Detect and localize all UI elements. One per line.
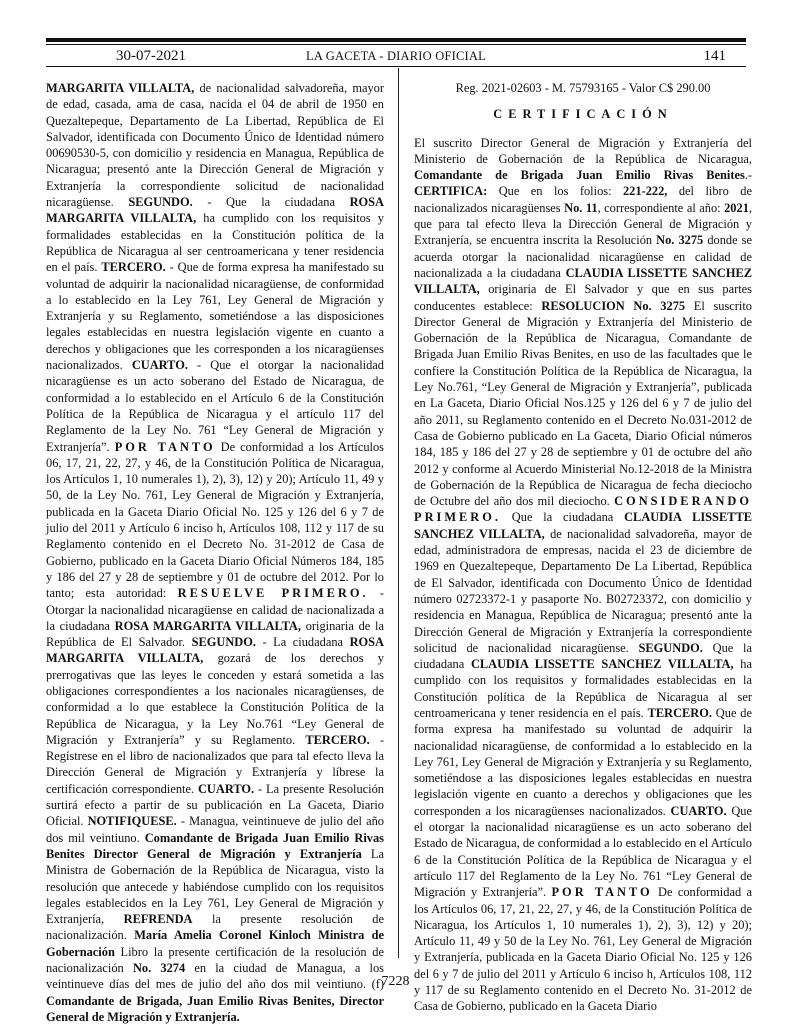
page-footer-number: 7228	[381, 974, 410, 989]
page-header	[46, 47, 746, 65]
right_column.body-run: Que en los folios:	[487, 184, 623, 199]
left_column-run: RESUELVE PRIMERO.	[177, 586, 369, 601]
header-publication: LA GACETA - DIARIO OFICIAL	[306, 49, 486, 63]
right_column.body-run: ha cumplido con los requisitos y formalidades establecidas en la Constitución política de la República de Nicaragua al ser centroamericana y tener residencia en el país.	[414, 657, 752, 720]
right_column.body-run: Que de forma expresa ha manifestado su voluntad de adquirir la nacionalidad nicaragüense, de conformidad a lo establecido en la Ley 761, Ley General de Migración y Extranjería y su Reglamento, sometiéndose a las disposiciones legales establecidas en nuestra legislación vigente en cuanto a derechos y obligaciones que les corresponden a los nicaragüenses nacionalizados.	[414, 705, 752, 818]
left_column-run: POR TANTO	[114, 439, 216, 454]
header-date: 30-07-2021	[116, 48, 186, 64]
left_column-run: SEGUNDO.	[128, 195, 193, 210]
top-rule-thin	[46, 44, 746, 45]
right_column.body-run: TERCERO.	[647, 705, 712, 720]
right_column.body-run: , correspondiente al año:	[597, 200, 725, 215]
left_column-run: - Managua, veintinueve de julio del año dos mil veintiuno.	[46, 814, 384, 845]
left_column-run: No. 3274	[132, 961, 186, 976]
right_column.body-run: del libro de nacionalizados nicaragüenses	[414, 184, 752, 215]
certification-title: CERTIFICACIÓN	[493, 107, 673, 122]
right_column.body-run: Comandante de Brigada Juan Emilio Rivas Benites	[414, 168, 745, 183]
right_column.body-run: POR TANTO	[551, 885, 653, 900]
left_column-run: CUARTO.	[197, 781, 255, 796]
left_column-run: - Regístrese en el libro de nacionalizados que para tal efecto lleva la Dirección General de Migración y Extranjería y líbrese la certificación correspondiente.	[46, 732, 384, 796]
left_column-run: TERCERO.	[101, 260, 166, 275]
header-bottom-rule	[46, 66, 746, 67]
right_column.body-run: Que el otorgar la nacionalidad nicaragüense es un acto soberano del Estado de Nicaragua, de conformidad a lo establecido en el Artículo 6 de la Constitución Política de la República de Nicaragua y el artículo 117 del Reglamento de la Ley No. 761 “Ley General de Migración y Extranjería”.	[414, 803, 752, 900]
left_column-run: Comandante de Brigada, Juan Emilio Rivas Benites, Director General de Migración y Extranjería.	[46, 993, 384, 1024]
right_column.body-run: CLAUDIA LISSETTE SANCHEZ VILLALTA,	[414, 510, 753, 541]
right_column.body-run: RESOLUCION No. 3275	[541, 298, 686, 313]
right-column-text	[414, 135, 752, 1015]
right_column.body-run: CERTIFICA:	[414, 184, 488, 199]
top-rule-thick	[46, 38, 746, 42]
right_column.body-run: No. 11	[564, 200, 598, 215]
left_column-run: ha cumplido con los requisitos y formalidades establecidas en la Constitución política de la República de Nicaragua al ser centroamericana y tener residencia en el país.	[46, 211, 384, 275]
left_column-run: la presente resolución de nacionalización.	[46, 912, 385, 943]
right_column.body-run: No. 3275	[656, 233, 704, 248]
left_column-run: De conformidad a los Artículos 06, 17, 21, 22, 27, y 46, de la Constitución Política de Nicaragua, los Artículos 1, 10 numerales 1), 2), 3), 12) y 20); Artículo 11, 49 y 50, de la Ley No. 761, Ley General de Migración y Extranjería, publicada en la Gaceta Diario Oficial No. 125 y 126 del 6 y 7 de julio del 2011 y Artículo 6 inciso h, Artículos 108, 112 y 117 de su Reglamento contenido en el Decreto No. 31-2012 de Casa de Gobierno, publicado en la Gaceta Diario Oficial Números 184, 185 y 186 del 27 y 28 de septiembre y 01 de octubre del 2012. Por lo tanto; esta autoridad:	[46, 439, 384, 601]
left_column-run: SEGUNDO.	[191, 635, 256, 650]
right_column.body-run: de nacionalidad salvadoreña, mayor de edad, administradora de empresas, nacida el 23 de diciembre de 1969 en Quezaltepeque, Departamento De La Libertad, República de El Salvador, identificada con Documento Único de Identidad número 02723372-1 y pasaporte No. B02723372, con domicilio y residencia en Managua, República de Nicaragua; presentó ante la Dirección General de Migración y Extranjería la correspondiente solicitud de nacionalidad nicaragüense.	[414, 526, 752, 655]
right_column.body-run: .-	[744, 168, 752, 183]
left_column-run: - Que la ciudadana	[192, 195, 350, 210]
left_column-run: REFRENDA	[123, 912, 193, 927]
right_column.body-run: 2021	[724, 200, 749, 215]
right_column.body-run: CONSIDERANDO PRIMERO.	[414, 494, 752, 525]
right_column.body-run: Que la ciudadana	[500, 510, 625, 525]
left_column-run: CUARTO.	[131, 358, 188, 373]
left_column-run: ROSA MARGARITA VILLALTA,	[46, 635, 385, 666]
right_column.body-run: SEGUNDO.	[638, 640, 703, 655]
right_column.body-run: donde se acuerda otorgar la nacionalidad nicaragüense en calidad de nacionalizada a la ciudadana	[414, 233, 752, 280]
left_column-run: Libro la presente certificación de la resolución de nacionalización	[46, 944, 384, 976]
right_column.body-run: , que para tal efecto lleva la Dirección General de Migración y Extranjería, se encuentra inscrita la Resolución	[414, 200, 752, 248]
left_column-run: ROSA MARGARITA VILLALTA,	[114, 618, 301, 633]
left_column-run: de nacionalidad salvadoreña, mayor de edad, casada, ama de casa, nacida el 04 de abril de 1950 en Quezaltepeque, Departamento de La Libertad, República de El Salvador, identificada con Documento Único de Identidad número 00690530-5, con domicilio y residencia en Managua, República de Nicaragua; presentó ante la Dirección General de Migración y Extranjería la correspondiente solicitud de nacionalidad nicaragüense.	[46, 81, 384, 210]
left_column-run: María Amelia Coronel Kinloch Ministra de Gobernación	[46, 928, 384, 959]
left_column-run: La Ministra de Gobernación de la República de Nicaragua, visto la resolución que antecede y habiéndose cumplido con los requisitos legales establecidos en la Ley 761, Ley General de Migración y Extranjería,	[46, 846, 384, 927]
registration-line: Reg. 2021-02603 - M. 75793165 - Valor C$ 290.00	[455, 81, 711, 95]
left_column-run: MARGARITA VILLALTA,	[46, 81, 195, 95]
left-column-text	[46, 80, 384, 1025]
left_column-run: TERCERO.	[305, 732, 370, 747]
right_column.body-run: CLAUDIA LISSETTE SANCHEZ VILLALTA,	[414, 265, 752, 297]
right_column.body-run: Que la ciudadana	[414, 640, 752, 672]
left_column-run: - Otorgar la nacionalidad nicaragüense en calidad de nacionalizada a la ciudadana	[46, 586, 384, 633]
left_column-run: - La ciudadana	[255, 635, 350, 650]
right_column.body-run: De conformidad a los Artículos 06, 17, 21, 22, 27, y 46, de la Constitución Política de Nicaragua, los Artículos 1, 10 numerales 1), 2), 3), 12) y 20); Artículo 11, 49 y 50 de la Ley No. 761, Ley General de Migración y Extranjería, publicada en la Gaceta Diario Oficial No. 125 y 126 del 6 y 7 de julio del 2011 y Artículo 6 inciso h, Artículos 108, 112 y 117 de su Reglamento contenido en el Decreto No. 31-2012 de Casa de Gobierno, publicado en la Gaceta Diario	[414, 885, 752, 1014]
left_column-run: - Que de forma expresa ha manifestado su voluntad de adquirir la nacionalidad nicaragüense, de conformidad a lo establecido en la Ley 761, Ley General de Migración y Extranjería y su Reglamento, sometiéndose a las disposiciones legales establecidas en nuestra legislación vigente en cuanto a derechos y obligaciones que les corresponden a los nicaragüenses nacionalizados.	[46, 260, 384, 373]
left_column-run: en la ciudad de Managua, a los veintinueve días del mes de julio del año dos mil veintiuno. (f)	[46, 961, 385, 992]
right_column.body-run: CUARTO.	[670, 803, 727, 818]
right_column.body-run: 221-222,	[622, 184, 668, 199]
right_column.body-run: CLAUDIA LISSETTE SANCHEZ VILLALTA,	[470, 657, 734, 672]
left_column-run: - La presente Resolución surtirá efecto a partir de su publicación en La Gaceta, Diario Oficial.	[46, 781, 384, 829]
right-column	[414, 80, 752, 1015]
header-page-number: 141	[703, 48, 726, 64]
right_column.body-run: El suscrito Director General de Migración y Extranjería del Ministerio de Gobernación de la República de Nicaragua,	[414, 135, 752, 166]
right_column.body-run: El suscrito Director General de Migración y Extranjería del Ministerio de Gobernación de la República de Nicaragua, Comandante de Brigada Juan Emilio Rivas Benites, en uso de las facultades que le confiere la Constitución Política de la República de Nicaragua, la Ley No.761, “Ley General de Migración y Extranjería”, publicada en La Gaceta, Diario Oficial Nos.125 y 126 del 6 y 7 de julio del año 2011, su Reglamento contenido en el Decreto No.031-2012 de Casa de Gobierno publicado en La Gaceta, Diario Oficial números 184, 185 y 186 del 27 y 28 de septiembre y 01 de octubre del año 2012 y conforme al Acuerdo Ministerial No.12-2018 de la Ministra de Gobernación de la República de Nicaragua de fecha dieciocho de Octubre del año dos mil dieciocho.	[414, 298, 752, 509]
left-column	[46, 80, 384, 1025]
left_column-run: NOTIFIQUESE.	[87, 814, 177, 829]
left_column-run: gozará de los derechos y prerrogativas que las leyes le conceden y estará sometida a las obligaciones correspondientes a los nacionales nicaragüenses, de conformidad a lo que establece la Constitución Política de la República de Nicaragua, y la Ley No.761 “Ley General de Migración y Extranjería” y su Reglamento.	[46, 651, 384, 747]
left_column-run: Comandante de Brigada Juan Emilio Rivas Benites Director General de Migración y Extranjería	[46, 830, 384, 861]
right_column.body-run: originaria de El Salvador y que en sus partes conducentes establece:	[414, 282, 752, 313]
column-divider	[398, 68, 399, 958]
left_column-run: originaria de la República de El Salvador.	[46, 618, 384, 650]
left_column-run: - Que el otorgar la nacionalidad nicaragüense es un acto soberano del Estado de Nicaragua, de conformidad a lo establecido en el Artículo 6 de la Constitución Política de la República de Nicaragua y el artículo 117 del Reglamento de la Ley No. 761 “Ley General de Migración y Extranjería”.	[46, 358, 384, 454]
left_column-run: ROSA MARGARITA VILLALTA,	[46, 195, 385, 226]
